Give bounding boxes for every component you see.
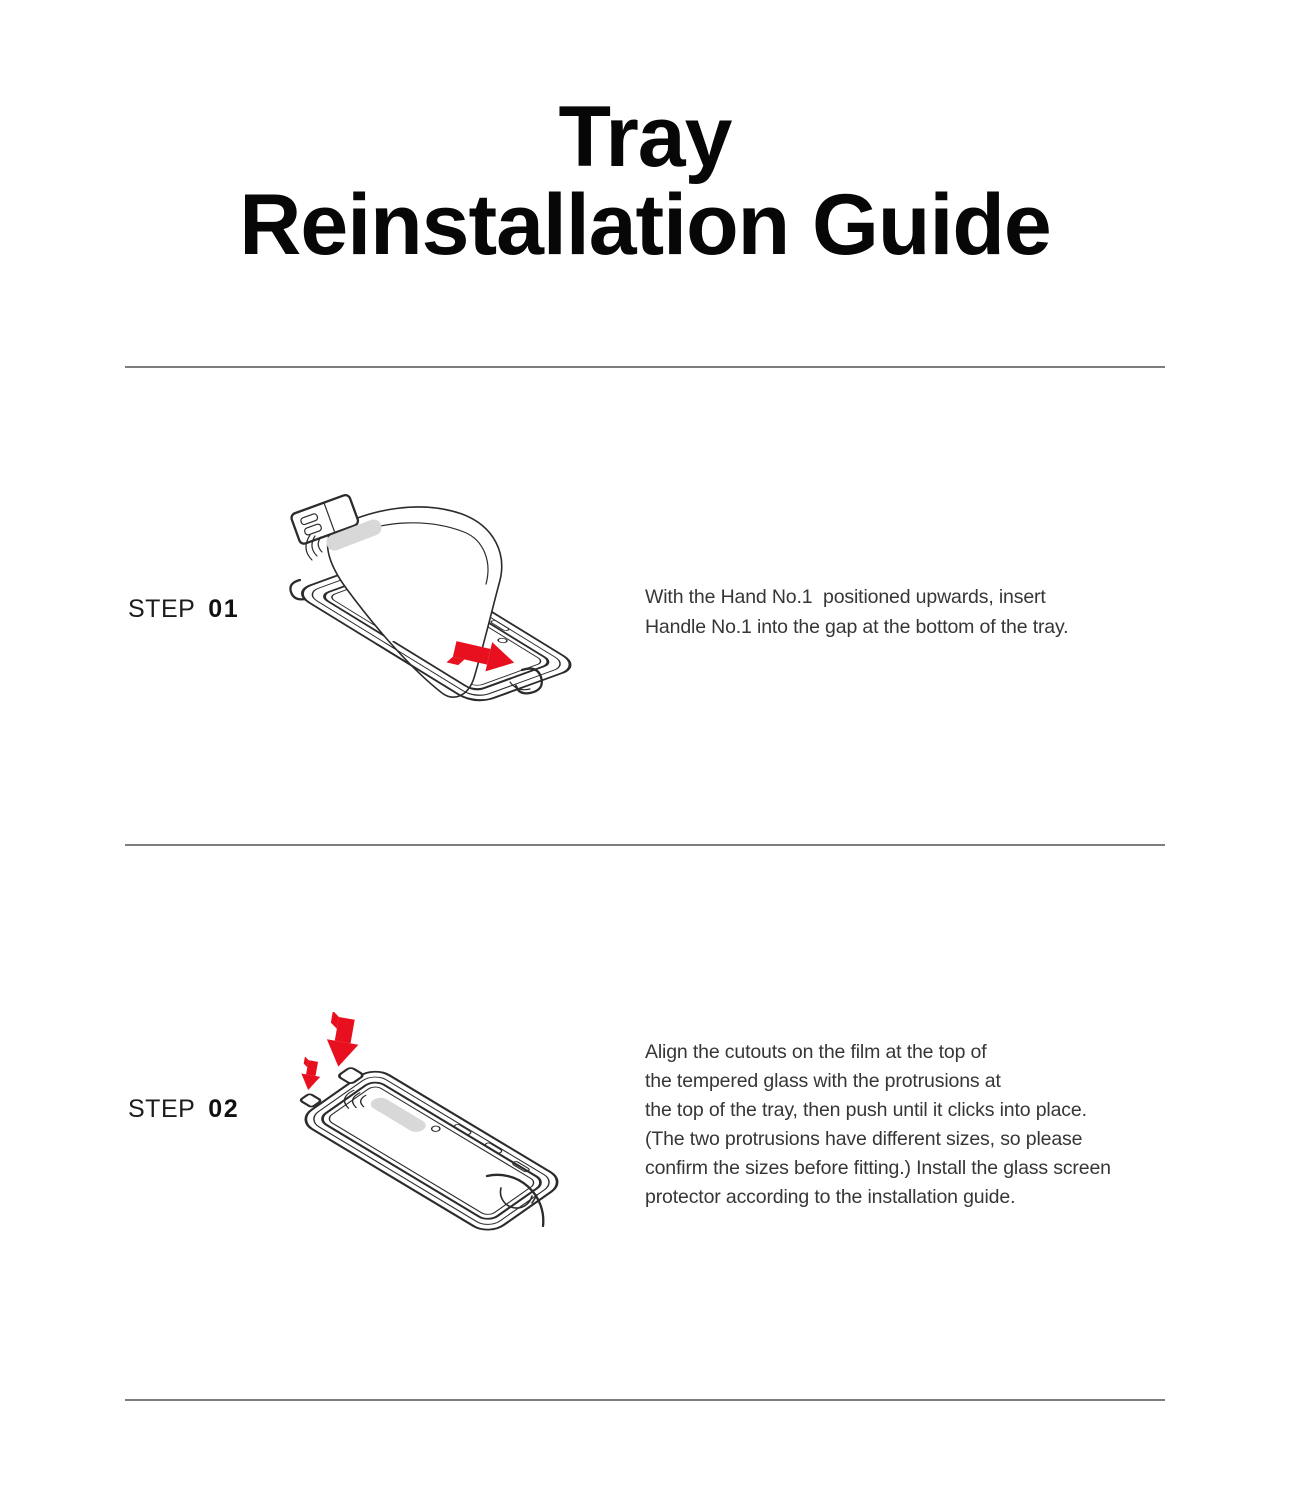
text-line: the tempered glass with the protrusions at [645,1070,1001,1092]
title-line-1: Tray [558,89,732,185]
step-1-illustration [270,478,600,728]
divider [125,1399,1165,1401]
text-line: the top of the tray, then push until it clicks into place. [645,1099,1087,1121]
red-push-arrow-small-icon [299,1056,324,1091]
step-number: 01 [208,595,240,623]
step-1-label [128,596,239,622]
title-line-2: Reinstallation Guide [239,177,1051,273]
step-number: 02 [208,1095,240,1123]
text-line: confirm the sizes before fitting.) Install the glass screen [645,1157,1111,1179]
step-2-label [128,1096,239,1122]
step-word: STEP [128,595,196,623]
large-protrusion [337,1067,364,1084]
step-2-illustration [225,1012,595,1252]
step-2-description [645,1038,1111,1212]
tray-outline [283,1058,566,1236]
red-push-arrow-large-icon [323,1012,364,1069]
divider [125,366,1165,368]
page-title [0,89,1290,273]
text-line: Align the cutouts on the film at the top of [645,1041,987,1063]
step-1-description [645,582,1068,642]
step-word: STEP [128,1095,196,1123]
text-line: Handle No.1 into the gap at the bottom of the tray. [645,616,1069,638]
grip-bar [367,1095,430,1134]
text-line: With the Hand No.1 positioned upwards, insert [645,586,1046,608]
divider [125,844,1165,846]
text-line: (The two protrusions have different sizes, so please [645,1128,1083,1150]
text-line: protector according to the installation guide. [645,1186,1016,1208]
